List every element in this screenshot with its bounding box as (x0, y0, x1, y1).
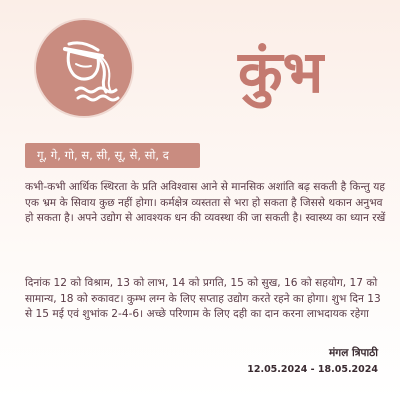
author-name: मंगल त्रिपाठी (329, 347, 378, 359)
date-range: 12.05.2024 - 18.05.2024 (247, 364, 378, 375)
weekly-prediction-text: कभी-कभी आर्थिक स्थिरता के प्रति अविश्वास आने से मानसिक अशांति बढ़ सकती है किन्तु यह एक भ्रम के सिवाय कुछ नहीं होगा। कर्मक्षेत्र व्यस्तता से भरा हो सकता है जिससे थकान अनुभव हो सकता है। अपने उद्योग से आवश्यक धन की व्यवस्था की जा सकती है। स्वास्थ्य का ध्यान रखें (25, 181, 386, 225)
sign-title: कुंभ (238, 38, 324, 106)
day-wise-details-text: दिनांक 12 को विश्राम, 13 को लाभ, 14 को प्रगति, 15 को सुख, 16 को सहयोग, 17 को सामान्य, 18 को रुकावट। कुम्भ लग्न के लिए सप्ताह उद्योग करते रहने का होगा। शुभ दिन 13 से 15 मई एवं शुभांक 2-4-6। अच्छे परिणाम के लिए दही का दान करना लाभदायक रहेगा (25, 277, 381, 321)
water-bearer-aquarius-icon (36, 20, 132, 116)
aquarius-emblem (36, 20, 132, 116)
name-letters-badge: गू, गे, गो, स, सी, सू, से, सो, द (25, 143, 200, 168)
